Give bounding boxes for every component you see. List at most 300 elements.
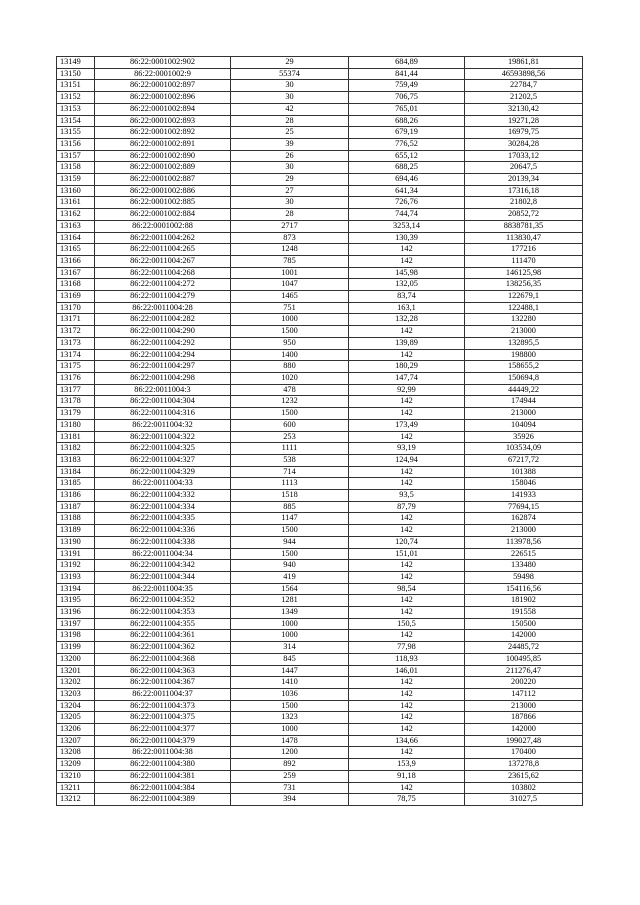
area-cell: 714 (231, 466, 349, 478)
table-row (57, 302, 583, 314)
cadastral-number-cell: 86:22:0011004:282 (95, 314, 231, 326)
area-cell: 394 (231, 794, 349, 806)
row-number-cell: 13176 (57, 372, 95, 384)
table-row (57, 712, 583, 724)
value-cell: 211276,47 (465, 665, 583, 677)
area-cell: 950 (231, 337, 349, 349)
cadastral-number-cell: 86:22:0011004:355 (95, 618, 231, 630)
row-number-cell: 13172 (57, 326, 95, 338)
value-cell: 46593898,56 (465, 68, 583, 80)
rate-cell: 142 (349, 431, 465, 443)
area-cell: 1518 (231, 490, 349, 502)
area-cell: 2717 (231, 220, 349, 232)
rate-cell: 92,99 (349, 384, 465, 396)
cadastral-number-cell: 86:22:0011004:375 (95, 712, 231, 724)
rate-cell: 142 (349, 782, 465, 794)
value-cell: 20647,5 (465, 162, 583, 174)
table-row (57, 244, 583, 256)
table-row (57, 291, 583, 303)
cadastral-number-cell: 86:22:0011004:353 (95, 607, 231, 619)
row-number-cell: 13192 (57, 560, 95, 572)
row-number-cell: 13171 (57, 314, 95, 326)
value-cell: 20139,34 (465, 174, 583, 186)
value-cell: 187866 (465, 712, 583, 724)
row-number-cell: 13150 (57, 68, 95, 80)
row-number-cell: 13210 (57, 770, 95, 782)
cadastral-number-cell: 86:22:0011004:373 (95, 700, 231, 712)
row-number-cell: 13211 (57, 782, 95, 794)
table-row (57, 735, 583, 747)
cadastral-number-cell: 86:22:0011004:262 (95, 232, 231, 244)
row-number-cell: 13158 (57, 162, 95, 174)
area-cell: 1047 (231, 279, 349, 291)
row-number-cell: 13164 (57, 232, 95, 244)
cadastral-number-cell: 86:22:0011004:368 (95, 653, 231, 665)
value-cell: 158655,2 (465, 361, 583, 373)
table-row (57, 501, 583, 513)
rate-cell: 118,93 (349, 653, 465, 665)
rate-cell: 173,49 (349, 419, 465, 431)
cadastral-number-cell: 86:22:0011004:33 (95, 478, 231, 490)
rate-cell: 130,39 (349, 232, 465, 244)
row-number-cell: 13152 (57, 92, 95, 104)
row-number-cell: 13161 (57, 197, 95, 209)
cadastral-number-cell: 86:22:0011004:384 (95, 782, 231, 794)
rate-cell: 688,25 (349, 162, 465, 174)
row-number-cell: 13209 (57, 759, 95, 771)
value-cell: 17316,18 (465, 185, 583, 197)
rate-cell: 145,98 (349, 267, 465, 279)
table-row (57, 583, 583, 595)
rate-cell: 132,05 (349, 279, 465, 291)
row-number-cell: 13163 (57, 220, 95, 232)
area-cell: 1000 (231, 618, 349, 630)
rate-cell: 78,75 (349, 794, 465, 806)
cadastral-number-cell: 86:22:0011004:362 (95, 642, 231, 654)
cadastral-number-cell: 86:22:0011004:37 (95, 688, 231, 700)
cadastral-number-cell: 86:22:0011004:329 (95, 466, 231, 478)
cadastral-number-cell: 86:22:0011004:38 (95, 747, 231, 759)
row-number-cell: 13162 (57, 209, 95, 221)
rate-cell: 153,9 (349, 759, 465, 771)
cadastral-number-cell: 86:22:0011004:336 (95, 525, 231, 537)
area-cell: 1232 (231, 396, 349, 408)
row-number-cell: 13169 (57, 291, 95, 303)
value-cell: 132895,5 (465, 337, 583, 349)
value-cell: 146125,98 (465, 267, 583, 279)
area-cell: 39 (231, 138, 349, 150)
cadastral-number-cell: 86:22:0011004:332 (95, 490, 231, 502)
rate-cell: 142 (349, 724, 465, 736)
area-cell: 55374 (231, 68, 349, 80)
value-cell: 191558 (465, 607, 583, 619)
table-row (57, 232, 583, 244)
table-row (57, 372, 583, 384)
rate-cell: 142 (349, 525, 465, 537)
value-cell: 101388 (465, 466, 583, 478)
value-cell: 21802,8 (465, 197, 583, 209)
cadastral-number-cell: 86:22:0011004:363 (95, 665, 231, 677)
area-cell: 314 (231, 642, 349, 654)
table-row (57, 618, 583, 630)
table-row (57, 536, 583, 548)
row-number-cell: 13156 (57, 138, 95, 150)
table-row (57, 571, 583, 583)
row-number-cell: 13194 (57, 583, 95, 595)
value-cell: 16979,75 (465, 127, 583, 139)
table-row (57, 700, 583, 712)
value-cell: 198800 (465, 349, 583, 361)
table-row (57, 279, 583, 291)
table-row (57, 80, 583, 92)
row-number-cell: 13200 (57, 653, 95, 665)
area-cell: 880 (231, 361, 349, 373)
value-cell: 142000 (465, 630, 583, 642)
rate-cell: 132,28 (349, 314, 465, 326)
table-row (57, 747, 583, 759)
area-cell: 944 (231, 536, 349, 548)
table-row (57, 759, 583, 771)
row-number-cell: 13153 (57, 103, 95, 115)
value-cell: 111470 (465, 255, 583, 267)
rate-cell: 679,19 (349, 127, 465, 139)
area-cell: 1000 (231, 630, 349, 642)
rate-cell: 142 (349, 244, 465, 256)
table-row (57, 209, 583, 221)
rate-cell: 726,76 (349, 197, 465, 209)
area-cell: 1500 (231, 700, 349, 712)
rate-cell: 706,75 (349, 92, 465, 104)
table-row (57, 396, 583, 408)
area-cell: 1000 (231, 314, 349, 326)
table-row (57, 513, 583, 525)
row-number-cell: 13174 (57, 349, 95, 361)
row-number-cell: 13155 (57, 127, 95, 139)
rate-cell: 142 (349, 571, 465, 583)
area-cell: 1001 (231, 267, 349, 279)
cadastral-number-cell: 86:22:0011004:294 (95, 349, 231, 361)
cadastral-number-cell: 86:22:0011004:327 (95, 454, 231, 466)
rate-cell: 694,46 (349, 174, 465, 186)
value-cell: 174944 (465, 396, 583, 408)
value-cell: 213000 (465, 700, 583, 712)
area-cell: 1113 (231, 478, 349, 490)
cadastral-number-cell: 86:22:0011004:292 (95, 337, 231, 349)
cadastral-number-cell: 86:22:0011004:352 (95, 595, 231, 607)
rate-cell: 142 (349, 466, 465, 478)
cadastral-number-cell: 86:22:0011004:290 (95, 326, 231, 338)
cadastral-number-cell: 86:22:0001002:902 (95, 57, 231, 69)
area-cell: 1200 (231, 747, 349, 759)
rate-cell: 142 (349, 326, 465, 338)
value-cell: 213000 (465, 326, 583, 338)
value-cell: 154116,56 (465, 583, 583, 595)
area-cell: 1020 (231, 372, 349, 384)
cadastral-number-cell: 86:22:0011004:322 (95, 431, 231, 443)
area-cell: 1323 (231, 712, 349, 724)
row-number-cell: 13191 (57, 548, 95, 560)
cadastral-number-cell: 86:22:0011004:367 (95, 677, 231, 689)
area-cell: 731 (231, 782, 349, 794)
table-row (57, 103, 583, 115)
cadastral-number-cell: 86:22:0011004:267 (95, 255, 231, 267)
row-number-cell: 13204 (57, 700, 95, 712)
rate-cell: 93,19 (349, 443, 465, 455)
value-cell: 122679,1 (465, 291, 583, 303)
table-row (57, 560, 583, 572)
cadastral-number-cell: 86:22:0011004:316 (95, 408, 231, 420)
rate-cell: 120,74 (349, 536, 465, 548)
row-number-cell: 13196 (57, 607, 95, 619)
cadastral-number-cell: 86:22:0011004:32 (95, 419, 231, 431)
table-row (57, 337, 583, 349)
rate-cell: 142 (349, 677, 465, 689)
value-cell: 23615,62 (465, 770, 583, 782)
area-cell: 26 (231, 150, 349, 162)
rate-cell: 142 (349, 630, 465, 642)
area-cell: 29 (231, 174, 349, 186)
rate-cell: 142 (349, 255, 465, 267)
rate-cell: 142 (349, 747, 465, 759)
table-row (57, 443, 583, 455)
row-number-cell: 13179 (57, 408, 95, 420)
table-row (57, 794, 583, 806)
value-cell: 170400 (465, 747, 583, 759)
row-number-cell: 13190 (57, 536, 95, 548)
cadastral-number-cell: 86:22:0011004:334 (95, 501, 231, 513)
rate-cell: 142 (349, 712, 465, 724)
row-number-cell: 13167 (57, 267, 95, 279)
row-number-cell: 13212 (57, 794, 95, 806)
table-row (57, 267, 583, 279)
row-number-cell: 13165 (57, 244, 95, 256)
table-row (57, 162, 583, 174)
row-number-cell: 13151 (57, 80, 95, 92)
area-cell: 538 (231, 454, 349, 466)
value-cell: 77694,15 (465, 501, 583, 513)
cadastral-number-cell: 86:22:0011004:380 (95, 759, 231, 771)
cadastral-number-cell: 86:22:0011004:338 (95, 536, 231, 548)
rate-cell: 655,12 (349, 150, 465, 162)
cadastral-number-cell: 86:22:0001002:889 (95, 162, 231, 174)
cadastral-number-cell: 86:22:0011004:325 (95, 443, 231, 455)
row-number-cell: 13177 (57, 384, 95, 396)
cadastral-number-cell: 86:22:0011004:377 (95, 724, 231, 736)
area-cell: 28 (231, 209, 349, 221)
area-cell: 1500 (231, 326, 349, 338)
value-cell: 137278,8 (465, 759, 583, 771)
area-cell: 1500 (231, 525, 349, 537)
table-row (57, 630, 583, 642)
cadastral-number-cell: 86:22:0011004:379 (95, 735, 231, 747)
row-number-cell: 13186 (57, 490, 95, 502)
area-cell: 1147 (231, 513, 349, 525)
cadastral-number-cell: 86:22:0011004:335 (95, 513, 231, 525)
rate-cell: 163,1 (349, 302, 465, 314)
area-cell: 1036 (231, 688, 349, 700)
cadastral-number-cell: 86:22:0001002:890 (95, 150, 231, 162)
area-cell: 30 (231, 92, 349, 104)
cadastral-number-cell: 86:22:0011004:381 (95, 770, 231, 782)
row-number-cell: 13166 (57, 255, 95, 267)
cadastral-number-cell: 86:22:0011004:268 (95, 267, 231, 279)
cadastral-number-cell: 86:22:0001002:9 (95, 68, 231, 80)
rate-cell: 180,29 (349, 361, 465, 373)
cadastral-number-cell: 86:22:0001002:886 (95, 185, 231, 197)
table-body (57, 57, 583, 806)
row-number-cell: 13184 (57, 466, 95, 478)
area-cell: 419 (231, 571, 349, 583)
rate-cell: 142 (349, 478, 465, 490)
table-row (57, 431, 583, 443)
row-number-cell: 13175 (57, 361, 95, 373)
value-cell: 24485,72 (465, 642, 583, 654)
cadastral-number-cell: 86:22:0011004:361 (95, 630, 231, 642)
area-cell: 253 (231, 431, 349, 443)
area-cell: 940 (231, 560, 349, 572)
rate-cell: 776,52 (349, 138, 465, 150)
area-cell: 30 (231, 197, 349, 209)
table-row (57, 349, 583, 361)
table-row (57, 724, 583, 736)
value-cell: 141933 (465, 490, 583, 502)
table-row (57, 677, 583, 689)
area-cell: 25 (231, 127, 349, 139)
value-cell: 32130,42 (465, 103, 583, 115)
cadastral-number-cell: 86:22:0001002:884 (95, 209, 231, 221)
row-number-cell: 13202 (57, 677, 95, 689)
table-row (57, 525, 583, 537)
area-cell: 1500 (231, 548, 349, 560)
area-cell: 1000 (231, 724, 349, 736)
rate-cell: 87,79 (349, 501, 465, 513)
rate-cell: 91,18 (349, 770, 465, 782)
table-row (57, 68, 583, 80)
area-cell: 42 (231, 103, 349, 115)
cadastral-number-cell: 86:22:0011004:272 (95, 279, 231, 291)
table-row (57, 478, 583, 490)
value-cell: 19861,81 (465, 57, 583, 69)
table-row (57, 57, 583, 69)
table-row (57, 454, 583, 466)
table-row (57, 220, 583, 232)
area-cell: 785 (231, 255, 349, 267)
area-cell: 1111 (231, 443, 349, 455)
rate-cell: 142 (349, 700, 465, 712)
value-cell: 103802 (465, 782, 583, 794)
table-row (57, 255, 583, 267)
rate-cell: 142 (349, 595, 465, 607)
rate-cell: 744,74 (349, 209, 465, 221)
cadastral-number-cell: 86:22:0011004:297 (95, 361, 231, 373)
area-cell: 751 (231, 302, 349, 314)
row-number-cell: 13154 (57, 115, 95, 127)
rate-cell: 146,01 (349, 665, 465, 677)
value-cell: 181902 (465, 595, 583, 607)
area-cell: 1281 (231, 595, 349, 607)
row-number-cell: 13193 (57, 571, 95, 583)
table-row (57, 127, 583, 139)
rate-cell: 93,5 (349, 490, 465, 502)
row-number-cell: 13160 (57, 185, 95, 197)
area-cell: 1349 (231, 607, 349, 619)
area-cell: 1564 (231, 583, 349, 595)
area-cell: 1465 (231, 291, 349, 303)
rate-cell: 142 (349, 408, 465, 420)
area-cell: 1478 (231, 735, 349, 747)
value-cell: 200220 (465, 677, 583, 689)
value-cell: 138256,35 (465, 279, 583, 291)
area-cell: 1500 (231, 408, 349, 420)
row-number-cell: 13208 (57, 747, 95, 759)
area-cell: 892 (231, 759, 349, 771)
table-row (57, 174, 583, 186)
row-number-cell: 13187 (57, 501, 95, 513)
rate-cell: 77,98 (349, 642, 465, 654)
value-cell: 162874 (465, 513, 583, 525)
row-number-cell: 13188 (57, 513, 95, 525)
cadastral-number-cell: 86:22:0011004:344 (95, 571, 231, 583)
table-row (57, 770, 583, 782)
value-cell: 59498 (465, 571, 583, 583)
rate-cell: 841,44 (349, 68, 465, 80)
row-number-cell: 13173 (57, 337, 95, 349)
row-number-cell: 13189 (57, 525, 95, 537)
cadastral-number-cell: 86:22:0011004:279 (95, 291, 231, 303)
cadastral-number-cell: 86:22:0011004:298 (95, 372, 231, 384)
area-cell: 259 (231, 770, 349, 782)
cadastral-number-cell: 86:22:0001002:896 (95, 92, 231, 104)
table-row (57, 653, 583, 665)
value-cell: 44449,22 (465, 384, 583, 396)
cadastral-number-cell: 86:22:0001002:891 (95, 138, 231, 150)
rate-cell: 134,66 (349, 735, 465, 747)
area-cell: 28 (231, 115, 349, 127)
value-cell: 132280 (465, 314, 583, 326)
value-cell: 67217,72 (465, 454, 583, 466)
area-cell: 845 (231, 653, 349, 665)
value-cell: 142000 (465, 724, 583, 736)
value-cell: 113830,47 (465, 232, 583, 244)
table-row (57, 688, 583, 700)
row-number-cell: 13180 (57, 419, 95, 431)
rate-cell: 3253,14 (349, 220, 465, 232)
value-cell: 158046 (465, 478, 583, 490)
table-row (57, 782, 583, 794)
area-cell: 478 (231, 384, 349, 396)
cadastral-number-cell: 86:22:0011004:3 (95, 384, 231, 396)
value-cell: 213000 (465, 408, 583, 420)
value-cell: 19271,28 (465, 115, 583, 127)
cadastral-number-cell: 86:22:0001002:885 (95, 197, 231, 209)
area-cell: 30 (231, 80, 349, 92)
row-number-cell: 13198 (57, 630, 95, 642)
table-row (57, 548, 583, 560)
area-cell: 1447 (231, 665, 349, 677)
value-cell: 17033,12 (465, 150, 583, 162)
value-cell: 226515 (465, 548, 583, 560)
row-number-cell: 13182 (57, 443, 95, 455)
row-number-cell: 13183 (57, 454, 95, 466)
area-cell: 1400 (231, 349, 349, 361)
value-cell: 31027,5 (465, 794, 583, 806)
cadastral-number-cell: 86:22:0011004:265 (95, 244, 231, 256)
rate-cell: 684,89 (349, 57, 465, 69)
row-number-cell: 13203 (57, 688, 95, 700)
rate-cell: 142 (349, 349, 465, 361)
row-number-cell: 13195 (57, 595, 95, 607)
cadastral-number-cell: 86:22:0011004:35 (95, 583, 231, 595)
